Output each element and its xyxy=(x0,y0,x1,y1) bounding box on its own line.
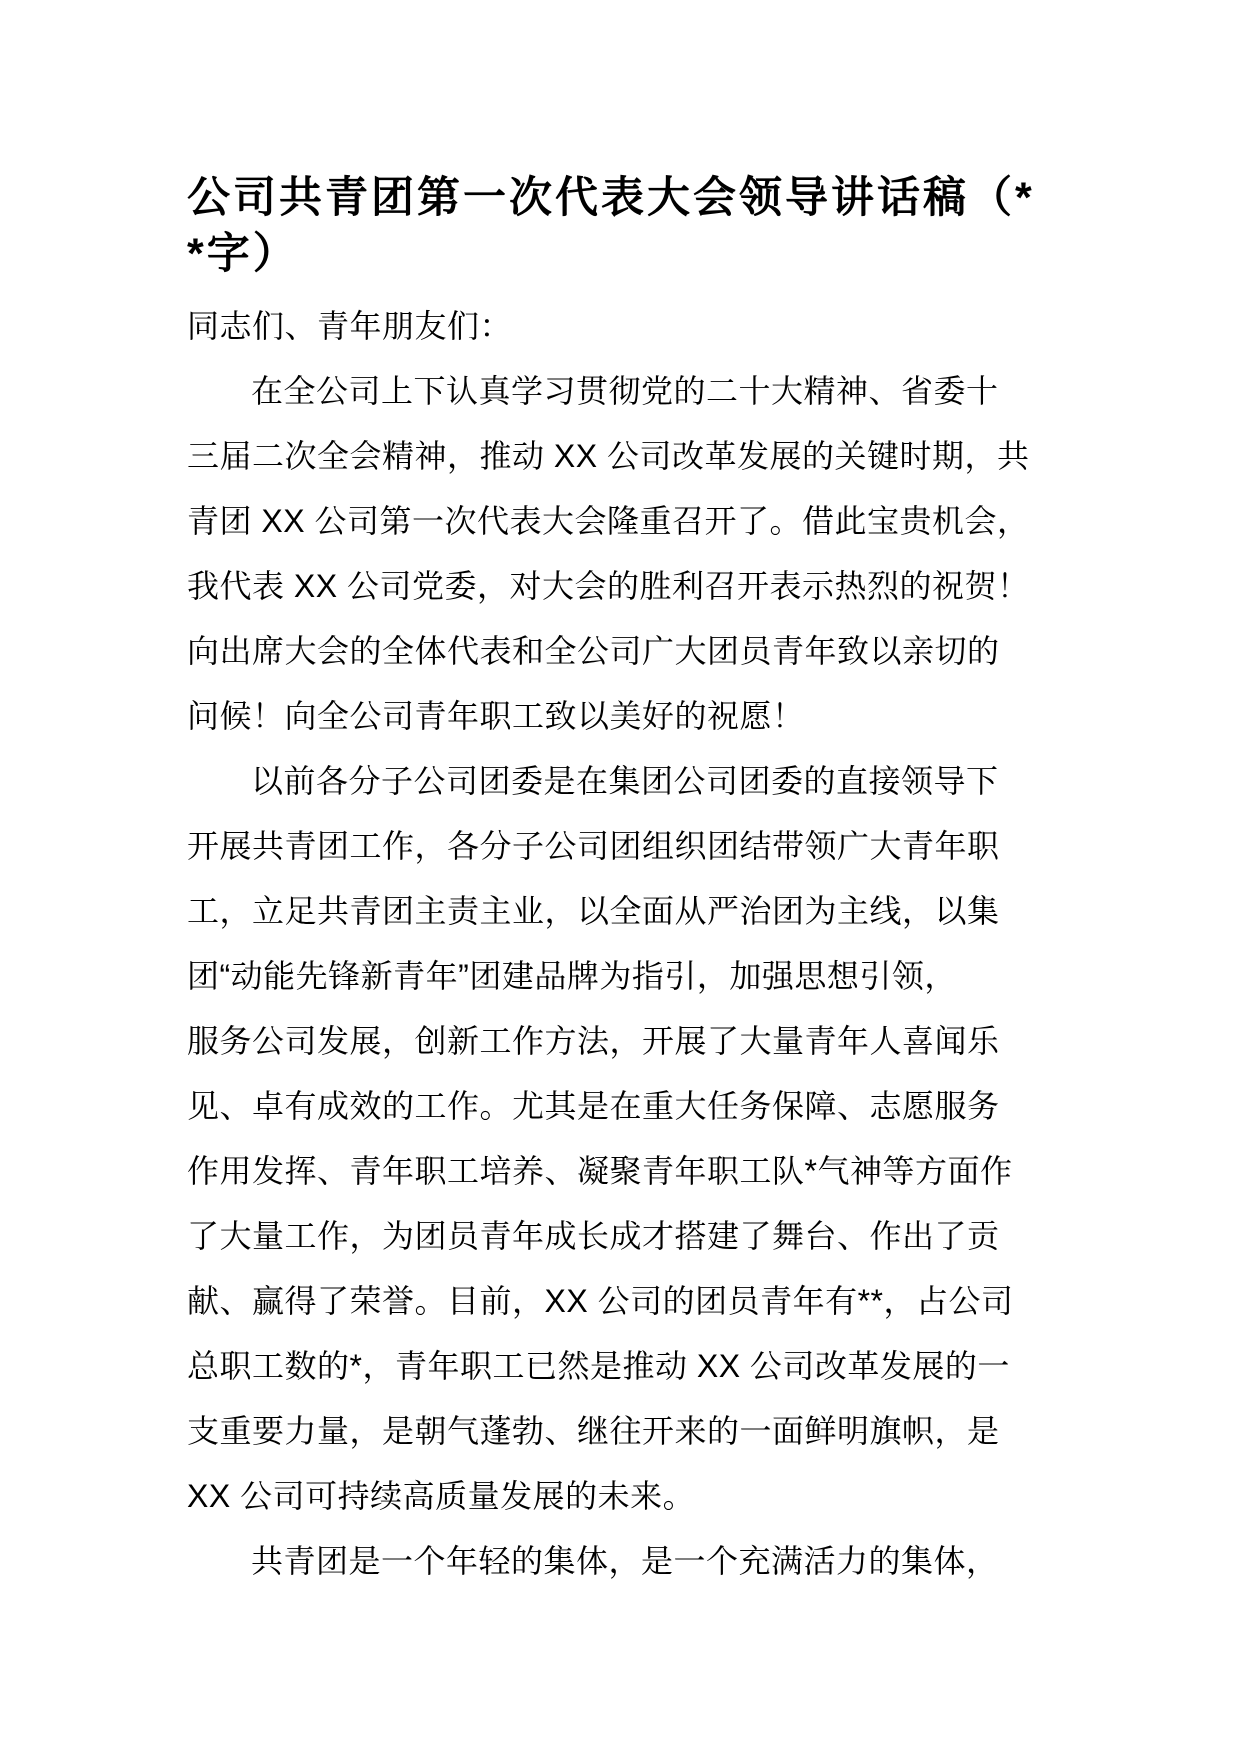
paragraph-youth-collective: 共青团是一个年轻的集体，是一个充满活力的集体， xyxy=(251,1543,999,1579)
document-title: 公司共青团第一次代表大会领导讲话稿（* *字） xyxy=(187,174,1035,278)
salutation-line: 同志们、青年朋友们： xyxy=(187,308,513,344)
paragraph-review: 以前各分子公司团委是在集团公司团委的直接领导下 开展共青团工作，各分子公司团组织团结带领广大青年职 工，立足共青团主责主业，以全面从严治团为主线，以集 团“动能先锋新青年”团建品牌为指引，加强思想引领， 服务公司发展，创新工作方法，开展了大量青年人喜闻乐 见、卓有成效的工作。尤其是在重大任务保障、志愿服务 作用发挥、青年职工培养、凝聚青年职工队*气神等方面作 了大量工作，为团员青年成长成才搭建了舞台、作出了贡 献、赢得了荣誉。目前，XX 公司的团员青年有**，占公司 总职工数的*，青年职工已然是推动 XX 公司改革发展的一 支重要力量，是朝气蓬勃、继往开来的一面鲜明旗帜，是 XX 公司可持续高质量发展的未来。 xyxy=(187,763,1014,1514)
paragraph-opening: 在全公司上下认真学习贯彻党的二十大精神、省委十 三届二次全会精神，推动 XX 公司改革发展的关键时期，共 青团 XX 公司第一次代表大会隆重召开了。借此宝贵机会， 我代表 XX 公司党委，对大会的胜利召开表示热烈的祝贺！ 向出席大会的全体代表和全公司广大团员青年致以亲切的 问候！向全公司青年职工致以美好的祝愿！ xyxy=(187,373,1030,734)
